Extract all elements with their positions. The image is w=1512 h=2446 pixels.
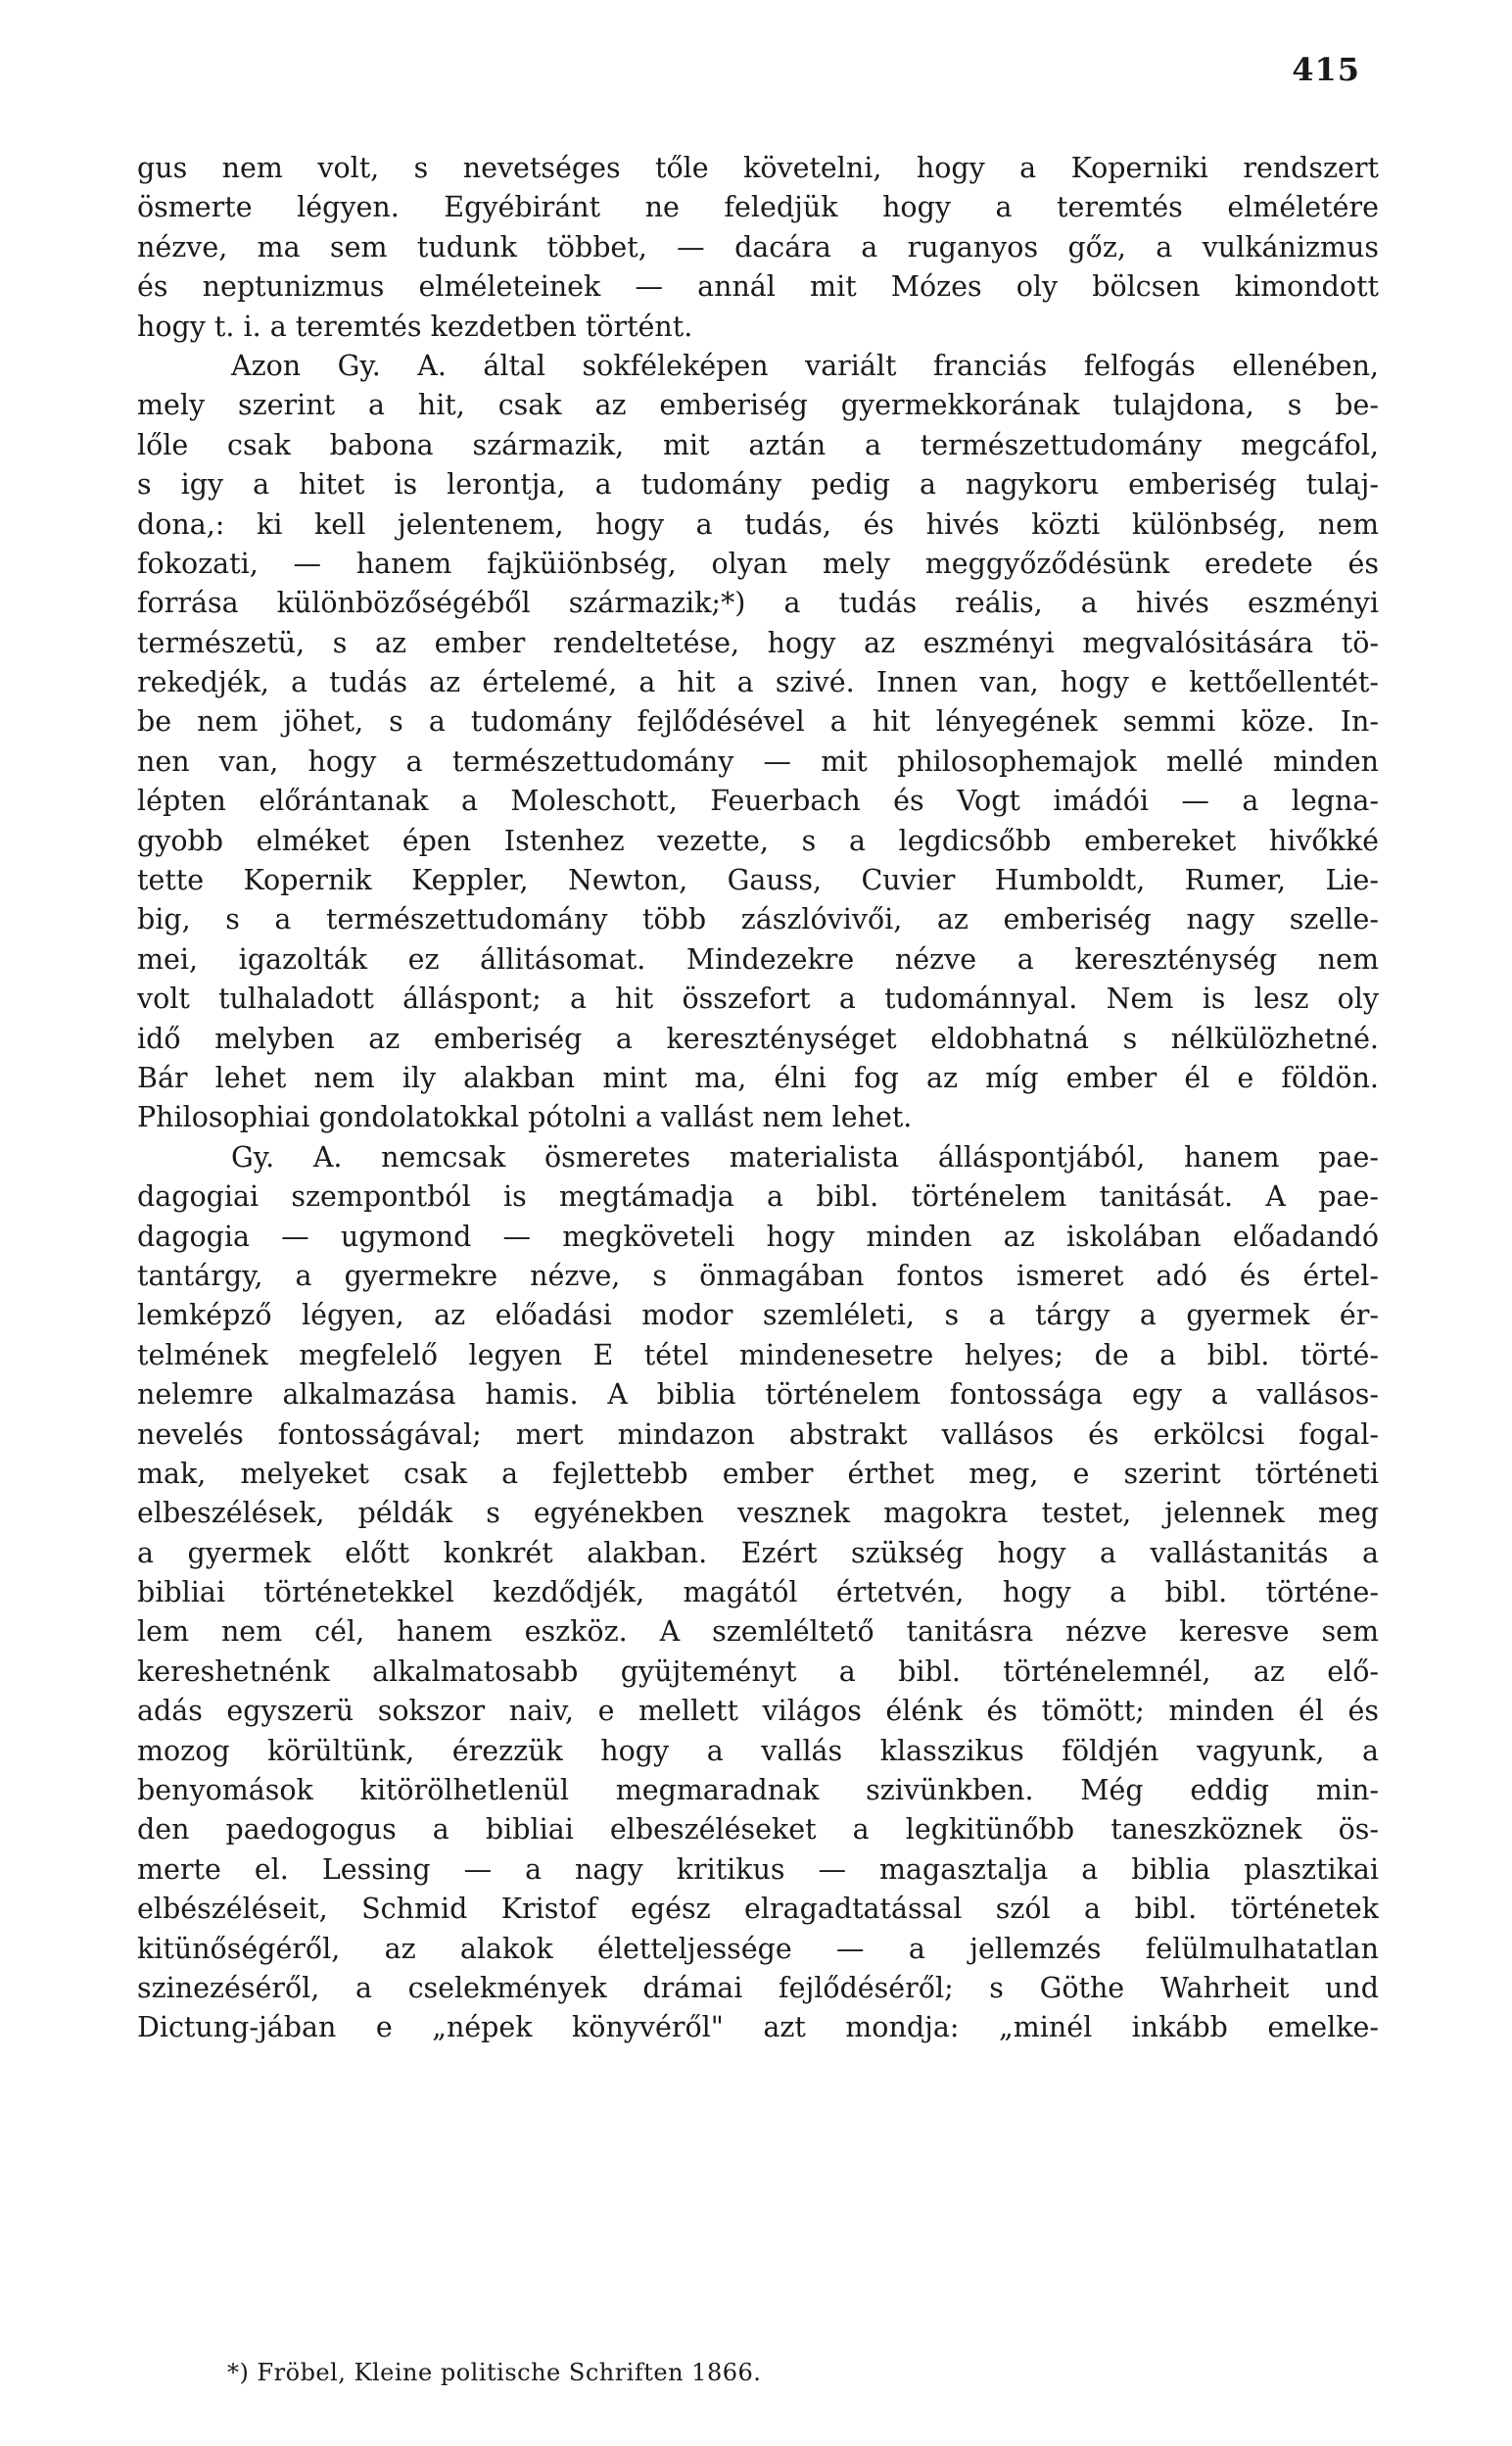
text-line: lem nem cél, hanem eszköz. A szemléltető tanitásra nézve keresve sem [137, 1615, 1379, 1649]
text-line: mely szerint a hit, csak az emberiség gyermekkorának tulajdona, s be- [137, 389, 1379, 422]
text-line: bibliai történetekkel kezdődjék, magától értetvén, hogy a bibl. történe- [137, 1576, 1379, 1609]
text-line: nen van, hogy a természettudomány — mit philosophemajok mellé minden [137, 744, 1379, 778]
text-line: a gyermek előtt konkrét alakban. Ezért szükség hogy a vallástanitás a [137, 1536, 1379, 1569]
text-line: természetü, s az ember rendeltetése, hogy az eszményi megvalósitására tö- [137, 626, 1379, 659]
text-line: dona,: ki kell jelentenem, hogy a tudás, és hivés közti különbség, nem [137, 507, 1379, 541]
text-line: mozog körültünk, érezzük hogy a vallás klasszikus földjén vagyunk, a [137, 1734, 1379, 1767]
text-line: mei, igazolták ez állitásomat. Mindezekre nézve a kereszténység nem [137, 942, 1379, 976]
text-line: dagogia — ugymond — megköveteli hogy minden az iskolában előadandó [137, 1220, 1379, 1253]
text-line: tantárgy, a gyermekre nézve, s önmagában fontos ismeret adó és értel- [137, 1259, 1379, 1292]
text-line: benyomások kitörölhetlenül megmaradnak szivünkben. Még eddig min- [137, 1774, 1379, 1807]
text-line: fokozati, — hanem fajküiönbség, olyan mely meggyőződésünk eredete és [137, 547, 1379, 580]
text-line: idő melyben az emberiség a kereszténységet eldobhatná s nélkülözhetné. [137, 1022, 1379, 1055]
text-line: gus nem volt, s nevetséges tőle követelni, hogy a Koperniki rendszert [137, 152, 1379, 184]
text-line: adás egyszerü sokszor naiv, e mellett világos élénk és tömött; minden él és [137, 1695, 1379, 1728]
text-line: big, s a természettudomány több zászlóvivői, az emberiség nagy szelle- [137, 903, 1379, 936]
paragraph-first-line: Azon Gy. A. által sokféleképen variált franciás felfogás ellenében, [231, 349, 1379, 382]
text-line: és neptunizmus elméleteinek — annál mit Mózes oly bölcsen kimondott [137, 270, 1379, 304]
text-line: lemképző légyen, az előadási modor szemléleti, s a tárgy a gyermek ér- [137, 1299, 1379, 1332]
text-line: szinezéséről, a cselekmények drámai fejlődéséről; s Göthe Wahrheit und [137, 1971, 1379, 2004]
text-line: nelemre alkalmazása hamis. A biblia történelem fontossága egy a vallásos- [137, 1378, 1379, 1412]
text-line: den paedogogus a bibliai elbeszéléseket a legkitünőbb taneszköznek ös- [137, 1813, 1379, 1846]
text-line: nézve, ma sem tudunk többet, — dacára a ruganyos gőz, a vulkánizmus [137, 230, 1379, 264]
text-line: s igy a hitet is lerontja, a tudomány pedig a nagykoru emberiség tulaj- [137, 468, 1379, 502]
text-line: volt tulhaladott álláspont; a hit összefort a tudománnyal. Nem is lesz oly [137, 983, 1379, 1016]
page-number: 415 [1292, 51, 1360, 88]
text-line: forrása különbözőségéből származik;*) a tudás reális, a hivés eszményi [137, 587, 1379, 620]
text-line: dagogiai szempontból is megtámadja a bibl. történelem tanitását. A pae- [137, 1180, 1379, 1214]
text-line: elbészéléseit, Schmid Kristof egész elragadtatással szól a bibl. történetek [137, 1893, 1379, 1926]
text-line: elbeszélések, példák s egyénekben vesznek magokra testet, jelennek meg [137, 1497, 1379, 1530]
text-line: tette Kopernik Keppler, Newton, Gauss, Cuvier Humboldt, Rumer, Lie- [137, 864, 1379, 897]
text-line: kereshetnénk alkalmatosabb gyüjteményt a bibl. történelemnél, az elő- [137, 1655, 1379, 1688]
paragraph-first-line: Gy. A. nemcsak ösmeretes materialista álláspontjából, hanem pae- [231, 1140, 1379, 1174]
text-line: telmének megfelelő legyen E tétel mindenesetre helyes; de a bibl. törté- [137, 1338, 1379, 1371]
text-line: Bár lehet nem ily alakban mint ma, élni fog az míg ember él e földön. [137, 1061, 1379, 1094]
text-line: kitünőségéről, az alakok életteljessége — a jellemzés felülmulhatatlan [137, 1932, 1379, 1965]
text-line: ösmerte légyen. Egyébiránt ne feledjük hogy a teremtés elméletére [137, 191, 1379, 224]
text-line: merte el. Lessing — a nagy kritikus — magasztalja a biblia plasztikai [137, 1852, 1379, 1886]
body-text [137, 149, 1379, 2048]
text-line: rekedjék, a tudás az értelemé, a hit a szivé. Innen van, hogy e kettőellentét- [137, 666, 1379, 699]
footnote: *) Fröbel, Kleine politische Schriften 1866. [227, 2359, 762, 2386]
text-line: be nem jöhet, s a tudomány fejlődésével a hit lényegének semmi köze. In- [137, 705, 1379, 739]
text-line: hogy t. i. a teremtés kezdetben történt. [137, 310, 693, 343]
text-line: mak, melyeket csak a fejlettebb ember érthet meg, e szerint történeti [137, 1457, 1379, 1490]
text-line: lépten előrántanak a Moleschott, Feuerbach és Vogt imádói — a legna- [137, 785, 1379, 818]
text-line: Dictung-jában e „népek könyvéről" azt mondja: „minél inkább emelke- [137, 2011, 1379, 2044]
text-line: Philosophiai gondolatokkal pótolni a vallást nem lehet. [137, 1101, 913, 1134]
text-line: nevelés fontosságával; mert mindazon abstrakt vallásos és erkölcsi fogal- [137, 1417, 1379, 1451]
text-line: lőle csak babona származik, mit aztán a természettudomány megcáfol, [137, 428, 1379, 461]
text-line: gyobb elméket épen Istenhez vezette, s a legdicsőbb embereket hivőkké [137, 824, 1379, 857]
